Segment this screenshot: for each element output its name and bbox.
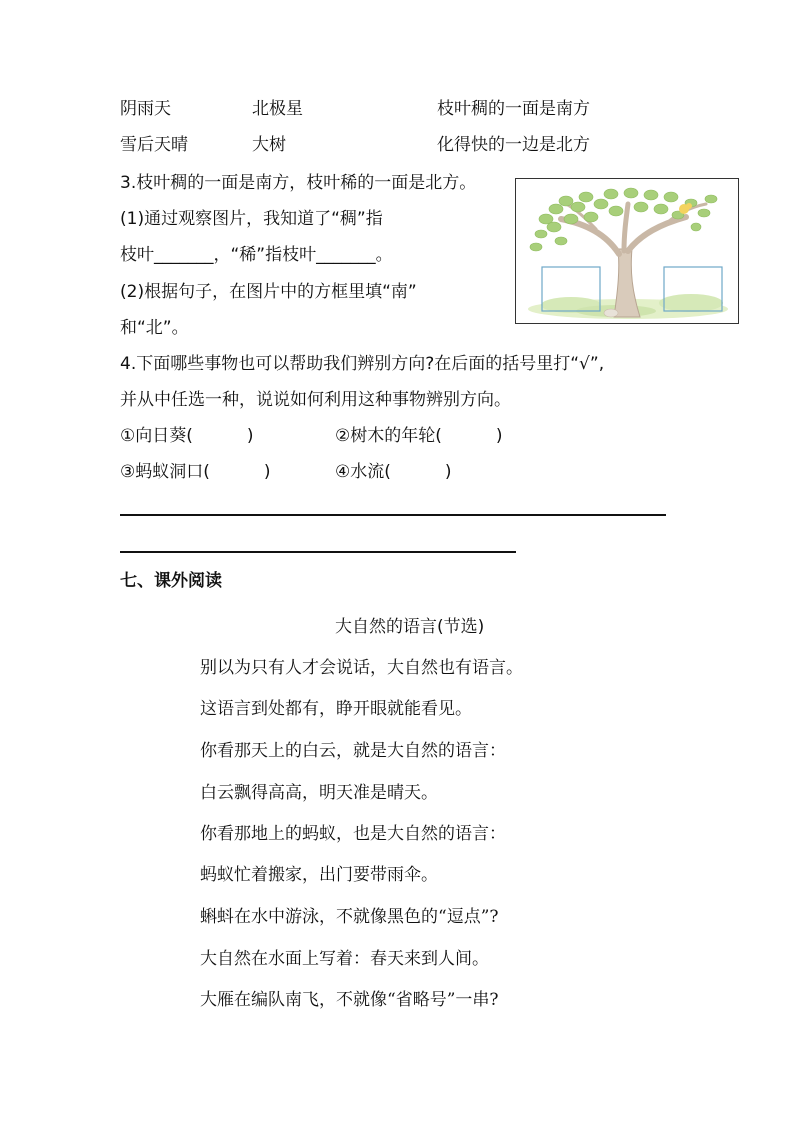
q4-stem-line2: 并从中任选一种，说说如何利用这种事物辨别方向。 [120,390,511,410]
q4-option-3: ③蚂蚁洞口( ) [120,462,271,482]
match-row2-col3: 化得快的一边是北方 [437,135,590,155]
poem-line-1: 别以为只有人才会说话，大自然也有语言。 [200,658,523,678]
tree-illustration-icon [516,179,740,325]
poem-line-2: 这语言到处都有，睁开眼就能看见。 [200,699,472,719]
q3-sub1-line1: (1)通过观察图片，我知道了“稠”指 [120,209,383,229]
poem-line-8: 大自然在水面上写着：春天来到人间。 [200,949,489,969]
match-row2-col1: 雪后天晴 [120,135,188,155]
poem-line-4: 白云飘得高高，明天准是晴天。 [200,783,438,803]
q4-option-2: ②树木的年轮( ) [335,426,503,446]
poem-line-9: 大雁在编队南飞，不就像“省略号”一串? [200,990,499,1010]
tree-figure [515,178,739,324]
poem-line-7: 蝌蚪在水中游泳，不就像黑色的“逗点”? [200,907,499,927]
poem-line-3: 你看那天上的白云，就是大自然的语言： [200,741,506,761]
match-row1-col3: 枝叶稠的一面是南方 [437,99,590,119]
poem-title: 大自然的语言(节选) [335,617,485,637]
q3-sub1-line2: 枝叶_______，“稀”指枝叶_______。 [120,245,393,265]
answer-line-1 [120,514,666,516]
q4-stem-line1: 4.下面哪些事物也可以帮助我们辨别方向?在后面的括号里打“√”, [120,354,605,374]
q3-sub2-line1: (2)根据句子，在图片中的方框里填“南” [120,282,417,302]
poem-line-6: 蚂蚁忙着搬家，出门要带雨伞。 [200,865,438,885]
match-row1-col2: 北极星 [252,99,303,119]
answer-line-2 [120,551,516,553]
poem-line-5: 你看那地上的蚂蚁，也是大自然的语言： [200,824,506,844]
match-row2-col2: 大树 [252,135,286,155]
q4-option-1: ①向日葵( ) [120,426,254,446]
section-heading: 七、课外阅读 [120,571,222,591]
q4-option-4: ④水流( ) [335,462,452,482]
match-row1-col1: 阴雨天 [120,99,171,119]
q3-stem: 3.枝叶稠的一面是南方，枝叶稀的一面是北方。 [120,173,477,193]
q3-sub2-line2: 和“北”。 [120,318,189,338]
